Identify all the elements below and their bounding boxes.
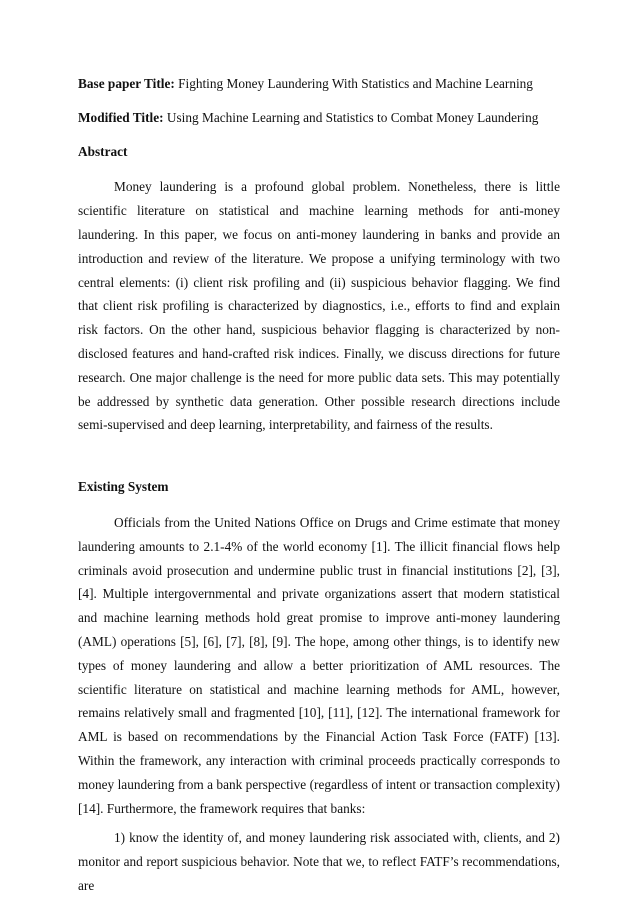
document-body xyxy=(78,72,560,898)
existing-system-paragraph-2: 1) know the identity of, and money laundering risk associated with, clients, and 2) monitor and report suspicious behavior. Note that we, to reflect FATF’s recommendations, are xyxy=(78,830,560,893)
section-spacer xyxy=(78,437,560,475)
base-paper-title-line xyxy=(78,72,560,96)
base-paper-title-text: Fighting Money Laundering With Statistics and Machine Learning xyxy=(174,76,533,91)
existing-system-heading: Existing System xyxy=(78,479,169,495)
modified-title-label: Modified Title: xyxy=(78,109,164,125)
modified-title-line xyxy=(78,106,560,130)
abstract-heading: Abstract xyxy=(78,143,128,159)
existing-system-paragraph-1: Officials from the United Nations Office on Drugs and Crime estimate that money laundering amounts to 2.1-4% of the world economy [1]. The illicit financial flows help criminals avoid prosecution and undermine public trust in financial institutions [2], [3], [4]. Multiple intergovernmental and private organizations assert that modern statistical and machine learning methods hold great promise to improve anti-money laundering (AML) operations [5], [6], [7], [8], [9]. The hope, among other things, is to identify new types of money laundering and allow a better prioritization of AML resources. The scientific literature on statistical and machine learning methods for AML, however, remains relatively small and fragmented [10], [11], [12]. The international framework for AML is based on recommendations by the Financial Action Task Force (FATF) [13]. Within the framework, any interaction with criminal proceeds practically corresponds to money laundering from a bank perspective (regardless of intent or transaction complexity) [14]. Furthermore, the framework requires that banks: xyxy=(78,514,560,816)
modified-title-text: Using Machine Learning and Statistics to Combat Money Laundering xyxy=(163,109,539,125)
abstract-paragraph: Money laundering is a profound global problem. Nonetheless, there is little scientific literature on statistical and machine learning methods for anti-money laundering. In this paper, we focus on anti-money laundering in banks and provide an introduction and review of the literature. We propose a unifying terminology with two central elements: (i) client risk profiling and (ii) suspicious behavior flagging. We find that client risk profiling is characterized by diagnostics, i.e., efforts to find and explain risk factors. On the other hand, suspicious behavior flagging is characterized by non-disclosed features and hand-crafted risk indices. Finally, we discuss directions for future research. One major challenge is the need for more public data sets. This may potentially be addressed by synthetic data generation. Other possible research directions include semi-supervised and deep learning, interpretability, and fairness of the results. xyxy=(78,179,560,433)
base-paper-title-label: Base paper Title: xyxy=(78,76,175,91)
